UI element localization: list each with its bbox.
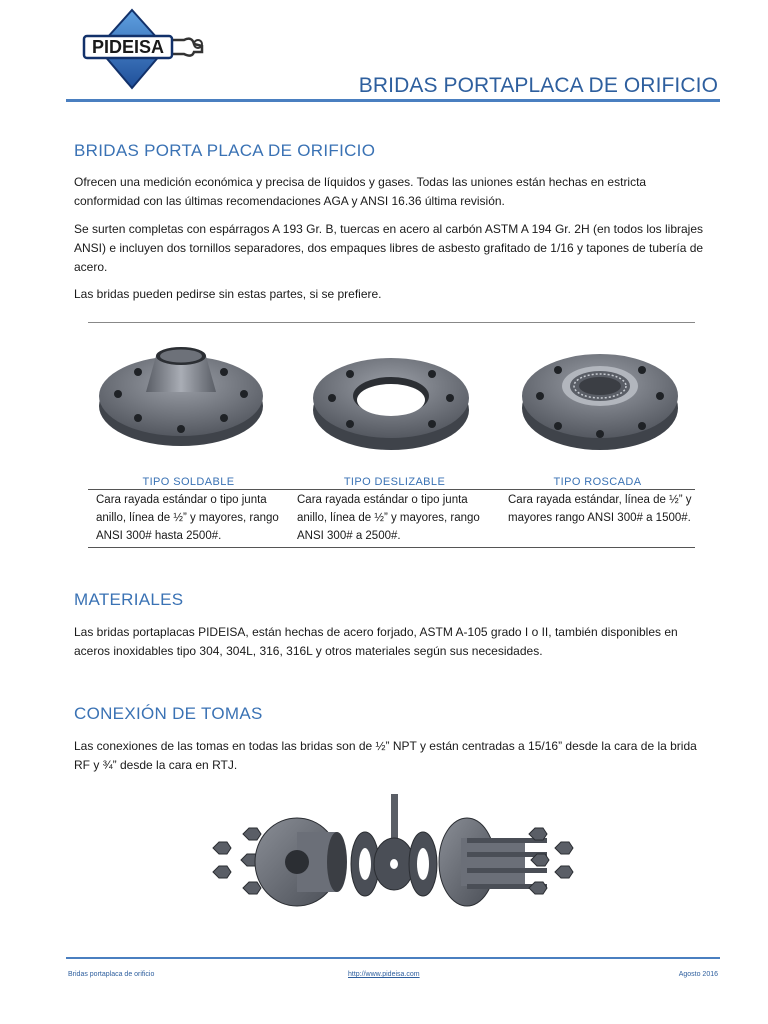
section-heading-materials: MATERIALES [74,590,184,609]
intro-paragraph-1: Ofrecen una medición económica y precisa de líquidos y gases. Todas las uniones están hechas en estricta conformidad con las últimas recomendaciones AGA y ANSI 16.36 última revisión. [74,175,647,208]
flanges-divider [88,322,695,323]
intro-paragraph-2: Se surten completas con espárragos A 193 Gr. B, tuercas en acero al carbón ASTM A 194 Gr. 2H (en todos los librajes ANSI) e incluyen dos tornillos separadores, dos empaques libres de asbesto grafitado de 1/16 y tapones de tubería de acero. [74,222,704,274]
flange-assembly-image [205,792,585,910]
section-heading-intro: BRIDAS PORTA PLACA DE ORIFICIO [74,141,376,160]
footer-date: Agosto 2016 [678,971,718,978]
svg-text:PIDEISA: PIDEISA [91,37,165,57]
flange-illustrations [88,334,695,472]
column-header-soldable: TIPO SOLDABLE [142,476,235,488]
column-header-roscada: TIPO ROSCADA [553,476,642,488]
flange-types-table [88,474,695,548]
table-cell-deslizable: Cara rayada estándar o tipo junta anillo, línea de ½” y mayores, rango ANSI 300# a 2500#. [297,494,480,542]
section-heading-connection: CONEXIÓN DE TOMAS [74,704,263,723]
table-cell-roscada: Cara rayada estándar, línea de ½” y mayores rango ANSI 300# a 1500#. [508,494,692,524]
company-logo [80,6,220,94]
intro-paragraph-3: Las bridas pueden pedirse sin estas partes, si se prefiere. [74,287,382,301]
document-title: BRIDAS PORTAPLACA DE ORIFICIO [358,74,718,97]
footer-website-link[interactable]: http://www.pideisa.com [348,971,420,978]
footer-document-name: Bridas portaplaca de orificio [68,971,155,978]
footer-divider [66,957,720,959]
weld-neck-flange-image [99,347,263,446]
threaded-flange-image [522,354,678,450]
table-row [88,490,695,548]
materials-paragraph: Las bridas portaplacas PIDEISA, están hechas de acero forjado, ASTM A-105 grado I o II, también disponibles en aceros inoxidables tipo 304, 304L, 316, 316L y otros materiales según sus necesidades. [74,625,678,658]
slip-on-flange-image [313,358,469,450]
header-divider [66,99,720,102]
table-cell-soldable: Cara rayada estándar o tipo junta anillo, línea de ½” y mayores, rango ANSI 300# hasta 2500#. [96,494,279,542]
column-header-deslizable: TIPO DESLIZABLE [343,476,446,488]
connection-paragraph: Las conexiones de las tomas en todas las bridas son de ½” NPT y están centradas a 15/16” desde la cara de la brida RF y ¾” desde la cara en RTJ. [74,739,697,772]
